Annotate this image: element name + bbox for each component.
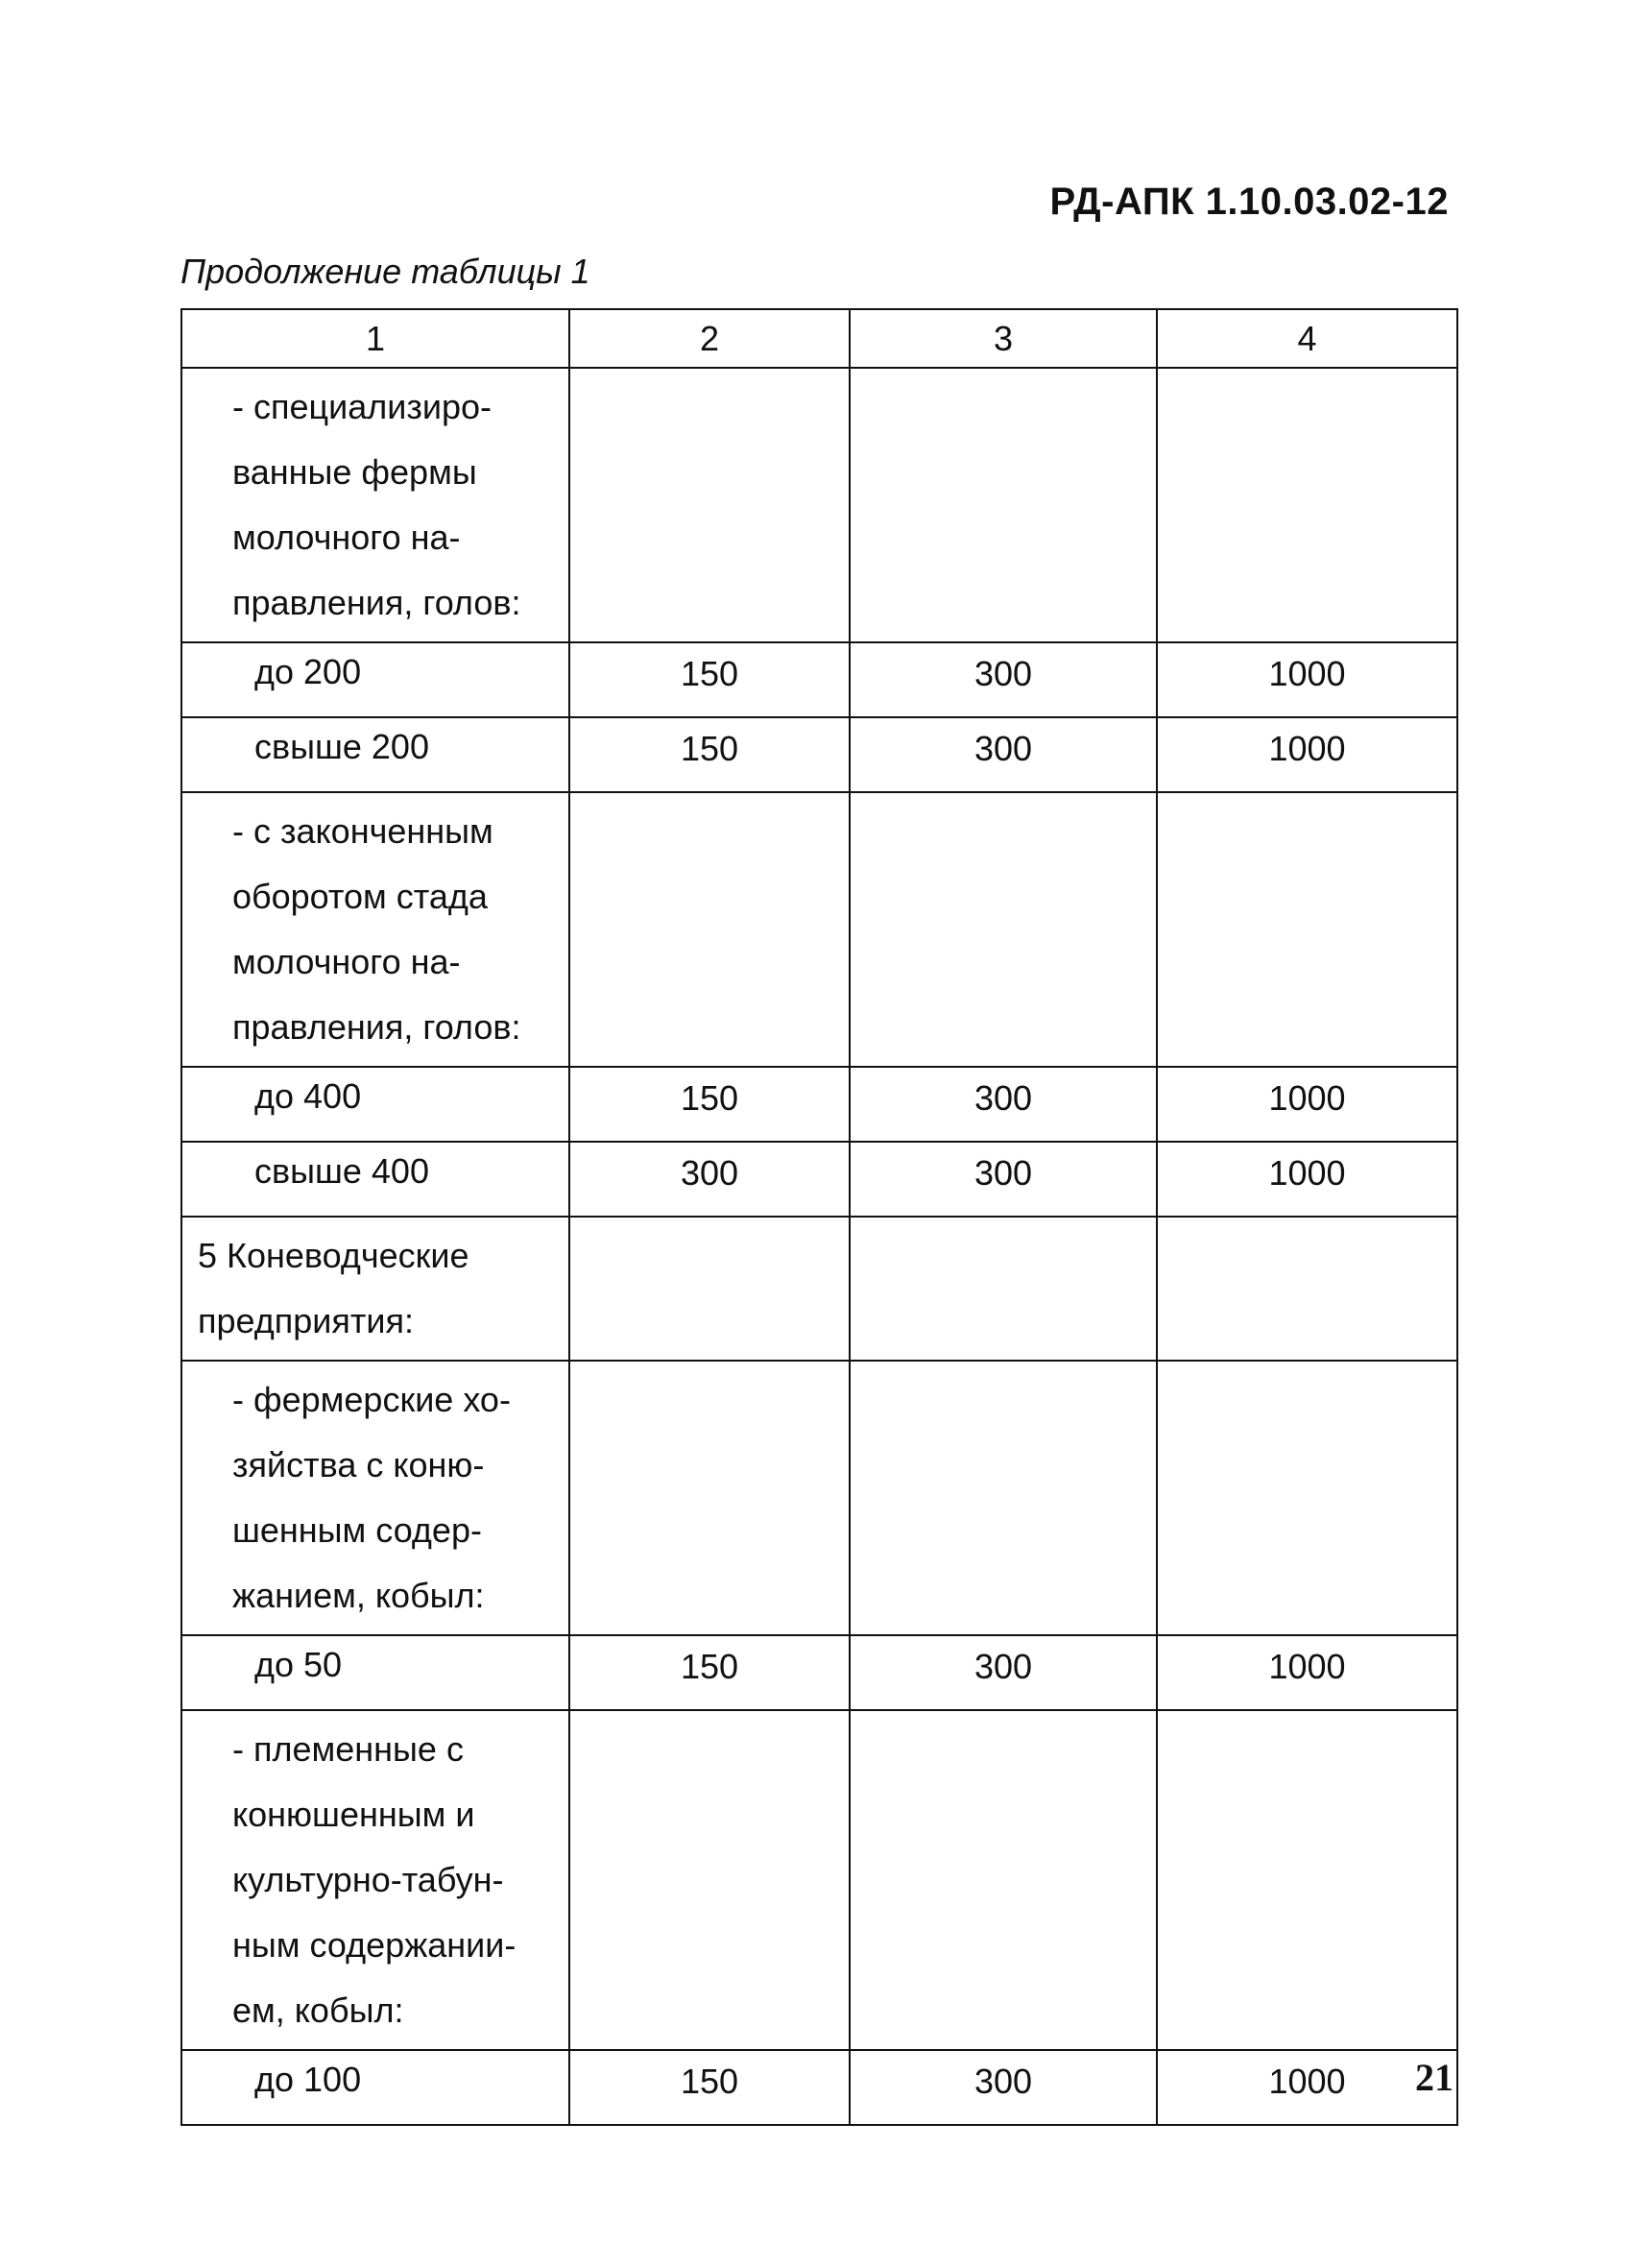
value-cell-c2: 150 [569,1067,850,1142]
row-label-line: 5 Коневодческие [198,1236,469,1275]
value-cell-c3: 300 [850,2050,1157,2125]
row-label-line: - с законченным [232,811,493,851]
table-row [181,642,1457,717]
row-label-line: жанием, кобыл: [232,1576,485,1615]
value-cell-c3: 300 [850,1142,1157,1217]
empty-cell [569,1710,850,2050]
empty-cell [850,368,1157,642]
row-label-line: предприятия: [198,1301,414,1340]
empty-cell [850,1361,1157,1635]
value-cell-c2: 150 [569,642,850,717]
row-label: свыше 400 [181,1142,569,1217]
row-label: до 50 [181,1635,569,1710]
row-label-line: оборотом стада [232,877,488,916]
value-cell-c4: 1000 [1157,1635,1457,1710]
row-label-line: - племенные с [232,1729,464,1769]
subsection-row [181,368,1457,642]
empty-cell [850,792,1157,1067]
empty-cell [1157,1361,1457,1635]
row-label-line: культурно-табун- [232,1860,504,1899]
row-label [181,1217,569,1361]
column-number-row [181,309,1457,368]
subsection-row [181,1710,1457,2050]
subsection-row [181,1361,1457,1635]
empty-cell [569,1217,850,1361]
row-label-line: ным содержании- [232,1925,517,1965]
empty-cell [1157,1710,1457,2050]
row-label-line: правления, голов: [232,1007,521,1047]
value-cell-c4: 1000 [1157,1067,1457,1142]
row-label-line: ванные фермы [232,452,477,492]
empty-cell [1157,1217,1457,1361]
row-label: свыше 200 [181,717,569,792]
value-cell-c4: 1000 [1157,642,1457,717]
norms-table [180,308,1458,2126]
table-row [181,1067,1457,1142]
row-label: до 200 [181,642,569,717]
value-cell-c2: 150 [569,2050,850,2125]
column-number-1: 1 [181,309,569,368]
row-label [181,368,569,642]
empty-cell [1157,792,1457,1067]
value-cell-c3: 300 [850,1635,1157,1710]
row-label [181,792,569,1067]
value-cell-c4: 1000 [1157,2050,1457,2125]
empty-cell [569,1361,850,1635]
row-label-line: - специализиро- [232,387,493,426]
row-label-line: ем, кобыл: [232,1991,404,2030]
row-label-line: конюшенным и [232,1795,475,1834]
document-code: РД-АПК 1.10.03.02-12 [1049,181,1449,223]
row-label-line: правления, голов: [232,583,521,622]
table-row [181,717,1457,792]
value-cell-c4: 1000 [1157,717,1457,792]
row-label-line: шенным содер- [232,1510,482,1550]
row-label-line: молочного на- [232,942,461,981]
column-number-3: 3 [850,309,1157,368]
value-cell-c2: 150 [569,1635,850,1710]
table-row [181,1142,1457,1217]
value-cell-c4: 1000 [1157,1142,1457,1217]
empty-cell [1157,368,1457,642]
empty-cell [569,792,850,1067]
table-caption: Продолжение таблицы 1 [180,252,590,291]
subsection-row [181,792,1457,1067]
column-number-2: 2 [569,309,850,368]
row-label: до 100 [181,2050,569,2125]
value-cell-c3: 300 [850,1067,1157,1142]
empty-cell [569,368,850,642]
table-row [181,2050,1457,2125]
row-label-line: зяйства с коню- [232,1445,485,1484]
table-row [181,1635,1457,1710]
column-number-4: 4 [1157,309,1457,368]
row-label [181,1710,569,2050]
value-cell-c3: 300 [850,717,1157,792]
value-cell-c2: 150 [569,717,850,792]
value-cell-c3: 300 [850,642,1157,717]
page-number: 21 [1415,2056,1454,2099]
row-label-line: молочного на- [232,518,461,557]
row-label [181,1361,569,1635]
section-heading-row [181,1217,1457,1361]
empty-cell [850,1710,1157,2050]
value-cell-c2: 300 [569,1142,850,1217]
empty-cell [850,1217,1157,1361]
row-label: до 400 [181,1067,569,1142]
row-label-line: - фермерские хо- [232,1380,511,1419]
